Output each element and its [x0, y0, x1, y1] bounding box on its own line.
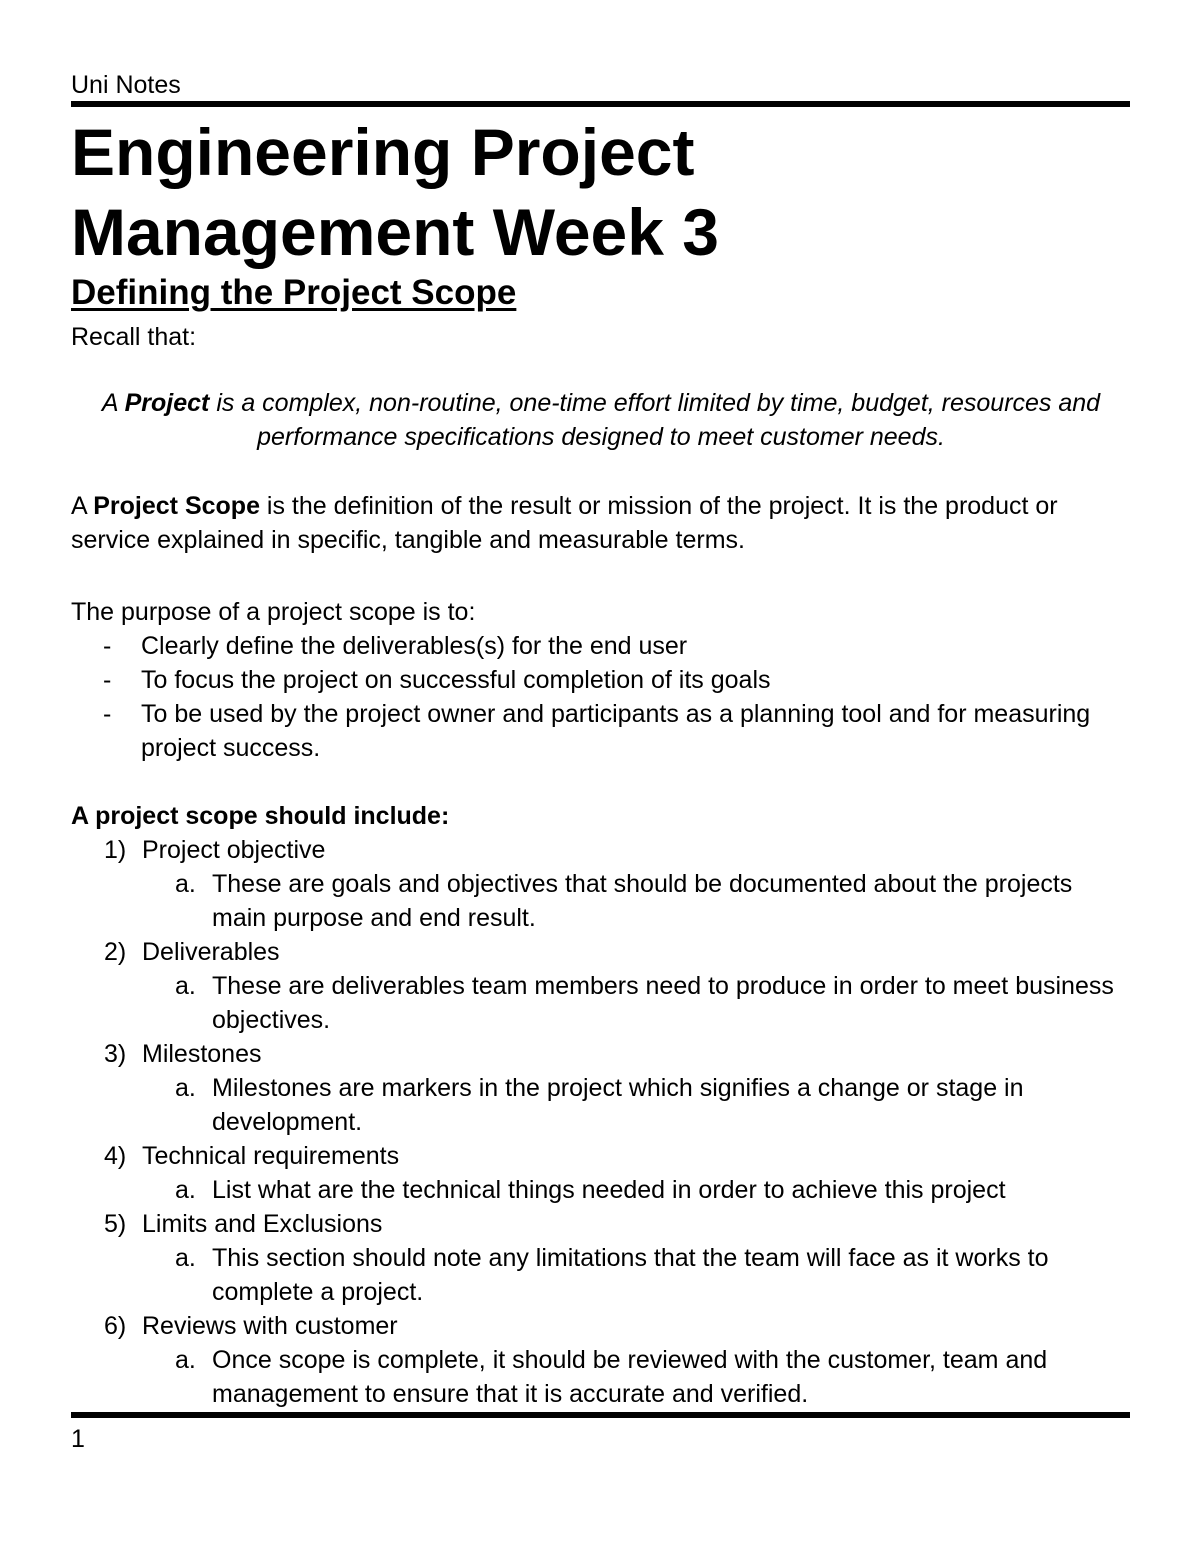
sub-item — [71, 867, 1131, 935]
scope-text: is the definition of the result or mission of the project. It is the product or service explained in specific, tangible and measurable terms. — [71, 492, 1058, 554]
definition-prefix: A — [101, 389, 125, 417]
sub-item-letter: a. — [175, 1176, 196, 1204]
list-item — [71, 833, 1131, 935]
sub-item — [71, 1343, 1131, 1411]
list-item-text: To focus the project on successful completion of its goals — [141, 666, 771, 694]
item-number: 1) — [104, 836, 127, 864]
list-item — [71, 1037, 1131, 1139]
recall-text: Recall that: — [71, 323, 197, 351]
list-item-text: To be used by the project owner and participants as a planning tool and for measuring project success. — [141, 700, 1091, 762]
list-item — [71, 1207, 1131, 1309]
scope-prefix: A — [71, 492, 94, 520]
scope-definition — [71, 489, 1131, 557]
list-item — [71, 663, 1131, 697]
list-item — [71, 697, 1131, 765]
list-item — [71, 935, 1131, 1037]
sub-item-text: This section should note any limitations that the team will face as it works to complete a project. — [212, 1244, 1049, 1306]
include-list — [71, 833, 1131, 1411]
sub-item — [71, 1241, 1131, 1309]
sub-item-text: These are deliverables team members need to produce in order to meet business objectives. — [212, 972, 1114, 1034]
item-label: Project objective — [142, 836, 326, 864]
sub-item-letter: a. — [175, 870, 196, 898]
page-title: Engineering Project Management Week 3 — [71, 115, 720, 269]
item-number: 2) — [104, 938, 127, 966]
list-item-text: Clearly define the deliverables(s) for the end user — [141, 632, 688, 660]
sub-item-letter: a. — [175, 1346, 196, 1374]
item-number: 4) — [104, 1142, 127, 1170]
footer-rule — [71, 1412, 1130, 1418]
sub-item-letter: a. — [175, 1244, 196, 1272]
project-definition — [71, 386, 1131, 454]
definition-term: Project — [124, 389, 210, 417]
list-item — [71, 629, 1131, 663]
sub-item-text: List what are the technical things needed in order to achieve this project — [212, 1176, 1006, 1204]
purpose-intro: The purpose of a project scope is to: — [71, 598, 476, 626]
item-number: 6) — [104, 1312, 127, 1340]
item-label: Reviews with customer — [142, 1312, 398, 1340]
purpose-list — [71, 629, 1131, 765]
sub-item — [71, 1071, 1131, 1139]
sub-item — [71, 1173, 1131, 1207]
include-heading: A project scope should include: — [71, 802, 450, 830]
page-number: 1 — [71, 1425, 85, 1453]
header-rule — [71, 101, 1130, 107]
sub-item-letter: a. — [175, 1074, 196, 1102]
sub-item-text: Milestones are markers in the project which signifies a change or stage in development. — [212, 1074, 1024, 1136]
list-item — [71, 1139, 1131, 1207]
bullet-dash: - — [103, 666, 112, 694]
list-item — [71, 1309, 1131, 1411]
sub-item-text: Once scope is complete, it should be reviewed with the customer, team and management to ensure that it is accurate and verified. — [212, 1346, 1048, 1408]
header-label: Uni Notes — [71, 71, 181, 99]
item-number: 3) — [104, 1040, 127, 1068]
sub-item — [71, 969, 1131, 1037]
bullet-dash: - — [103, 700, 112, 728]
scope-term: Project Scope — [93, 492, 260, 520]
item-label: Milestones — [142, 1040, 262, 1068]
bullet-dash: - — [103, 632, 112, 660]
sub-item-letter: a. — [175, 972, 196, 1000]
sub-item-text: These are goals and objectives that should be documented about the projects main purpose and end result. — [212, 870, 1073, 932]
item-number: 5) — [104, 1210, 127, 1238]
section-heading: Defining the Project Scope — [71, 273, 517, 312]
item-label: Deliverables — [142, 938, 280, 966]
item-label: Technical requirements — [142, 1142, 400, 1170]
definition-text: is a complex, non-routine, one-time effort limited by time, budget, resources and performance specifications designed to meet customer needs. — [209, 389, 1101, 451]
item-label: Limits and Exclusions — [142, 1210, 383, 1238]
